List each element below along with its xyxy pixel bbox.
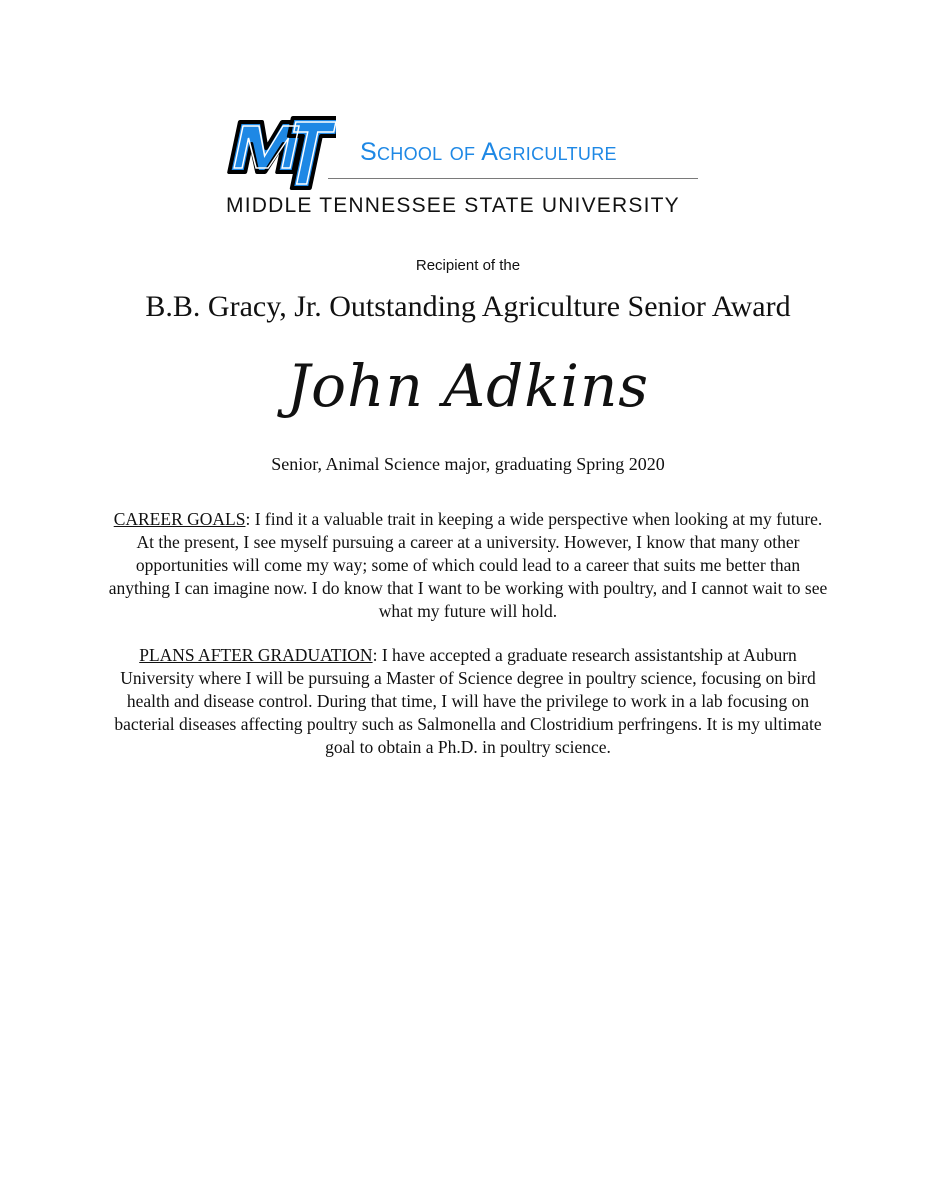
career-goals-text: : I find it a valuable trait in keeping a wide perspective when looking at my future. At the present, I see myself pursuing a career at a university. However, I know that many other opportunities will come my way; some of which could lead to a career that suits me better than anything I can imagine now. I do know that I want to be working with poultry, and I cannot wait to see what my future will hold. [108, 509, 828, 621]
recipient-details: Senior, Animal Science major, graduating Spring 2020 [271, 454, 665, 474]
award-title: B.B. Gracy, Jr. Outstanding Agriculture Senior Award [145, 290, 791, 323]
career-goals-heading: CAREER GOALS [113, 509, 246, 529]
plans-after-graduation-text: : I have accepted a graduate research assistantship at Auburn University where I will be pursuing a Master of Science degree in poultry science, focusing on bird health and disease control. During that time, I will have the privilege to work in a lab focusing on bacterial diseases affecting poultry such as Salmonella and Clostridium perfringens. It is my ultimate goal to obtain a Ph.D. in poultry science. [114, 645, 822, 757]
career-goals-paragraph [108, 508, 828, 623]
plans-after-graduation-paragraph [108, 644, 828, 759]
school-name-text: School of Agriculture [360, 138, 617, 166]
mt-logo [224, 112, 336, 194]
university-name: MIDDLE TENNESSEE STATE UNIVERSITY [226, 194, 680, 217]
school-name [360, 138, 617, 167]
award-intro: Recipient of the [415, 257, 521, 274]
recipient-name: John Adkins [286, 352, 650, 420]
letterhead [0, 108, 936, 228]
plans-after-graduation-heading: PLANS AFTER GRADUATION [139, 645, 373, 665]
header-divider [328, 178, 698, 179]
